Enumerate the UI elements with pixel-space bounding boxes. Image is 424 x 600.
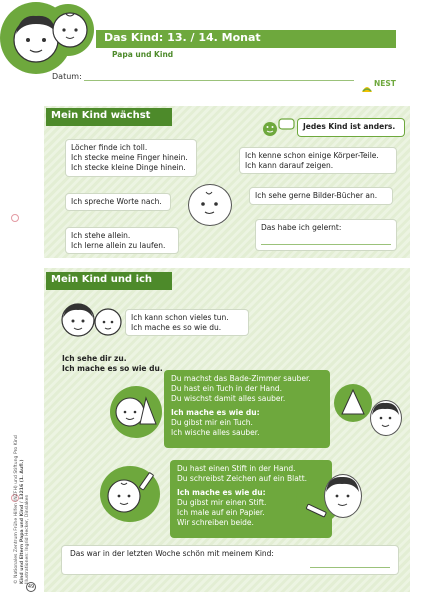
bubble-learned (256, 220, 396, 250)
bubble-line: Wir schreiben beide. (177, 518, 254, 527)
bubble-line: Du gibst mir einen Stift. (177, 498, 267, 507)
bubble-line: Du hast einen Stift in der Hand. (177, 464, 296, 473)
sidebar-line: Illustrationen: Ingrid Hecker, Dinslaken (25, 494, 30, 584)
bubble-standing (66, 228, 178, 253)
smiley-speech-icon (262, 116, 296, 138)
bubble-holes (66, 140, 196, 176)
bubble-line: Ich sehe gerne Bilder-Bücher an. (255, 191, 378, 200)
child-cloth-circle (110, 386, 162, 438)
bubble-bold-line: Ich mache es wie du: (177, 488, 266, 497)
section-grows-heading: Mein Kind wächst (51, 110, 151, 121)
date-label: Datum: (52, 72, 82, 81)
learned-label: Das habe ich gelernt: (261, 223, 342, 232)
sidebar-line: © Nationales Zentrum Frühe Hilfen (NZFH) und Stiftung Pro Kind (14, 435, 19, 584)
green-bubble-bathroom (164, 370, 330, 448)
bubble-line: Ich stehe allein. (71, 231, 131, 240)
punch-hole-top (11, 214, 19, 222)
bubble-body-parts (240, 148, 396, 173)
date-field-line[interactable] (84, 80, 354, 81)
bubble-line: Ich male auf ein Papier. (177, 508, 265, 517)
page-title: Das Kind: 13. / 14. Monat (104, 31, 261, 44)
page-subtitle: Papa und Kind (112, 50, 174, 59)
learned-input-line[interactable] (261, 244, 391, 245)
bubble-line: Ich kann schon vieles tun. (131, 313, 229, 322)
page-number: 49 (27, 584, 35, 590)
bubble-line: Ich spreche Worte nach. (71, 197, 162, 206)
bubble-line: Ich mache es so wie du. (131, 323, 222, 332)
parent-child-faces (60, 300, 126, 340)
intro-text (62, 354, 163, 374)
parent-face-1 (370, 400, 402, 436)
section-together-heading: Mein Kind und ich (51, 274, 153, 285)
bubble-line: Ich stecke meine Finger hinein. (71, 153, 188, 162)
footer-input-line[interactable] (310, 567, 390, 568)
footer-prompt: Das war in der letzten Woche schön mit meinem Kind: (70, 549, 274, 558)
child-face-center (188, 184, 232, 226)
bubble-line: Du gibst mir ein Tuch. (171, 418, 253, 427)
bubble-line: Ich kann darauf zeigen. (245, 161, 334, 170)
bubble-words (66, 194, 170, 210)
bubble-line: Du schreibst Zeichen auf ein Blatt. (177, 474, 308, 483)
intro-line: Ich sehe dir zu. (62, 354, 127, 363)
intro-line: Ich mache es so wie du. (62, 364, 163, 373)
bubble-line: Du hast ein Tuch in der Hand. (171, 384, 282, 393)
footer-note-box (62, 546, 398, 574)
bubble-line: Ich wische alles sauber. (171, 428, 260, 437)
nest-logo-text: NEST (374, 79, 396, 88)
bubble-line: Ich lerne allein zu laufen. (71, 241, 166, 250)
bubble-books (250, 188, 392, 204)
bubble-line: Du machst das Bade-Zimmer sauber. (171, 374, 311, 383)
nest-logo (360, 79, 374, 91)
callout-every-child (298, 119, 404, 136)
page-number-circle (26, 582, 36, 592)
bubble-line: Löcher finde ich toll. (71, 143, 148, 152)
bubble-many-things (126, 310, 248, 335)
bubble-line: Ich stecke kleine Dinge hinein. (71, 163, 186, 172)
sidebar-credits (14, 364, 30, 584)
pen-icon (304, 502, 330, 520)
sidebar-line: Kind und Eltern Papa und Kind / 13216 (1. Aufl.) (19, 459, 25, 584)
child-pen-circle (100, 466, 160, 522)
bubble-bold-line: Ich mache es wie du: (171, 408, 260, 417)
parent-cloth-circle (334, 384, 372, 422)
sidebar-text (14, 435, 31, 584)
bubble-line: Ich kenne schon einige Körper-Teile. (245, 151, 379, 160)
bubble-line: Du wischst damit alles sauber. (171, 394, 286, 403)
callout-text: Jedes Kind ist anders. (303, 122, 396, 131)
